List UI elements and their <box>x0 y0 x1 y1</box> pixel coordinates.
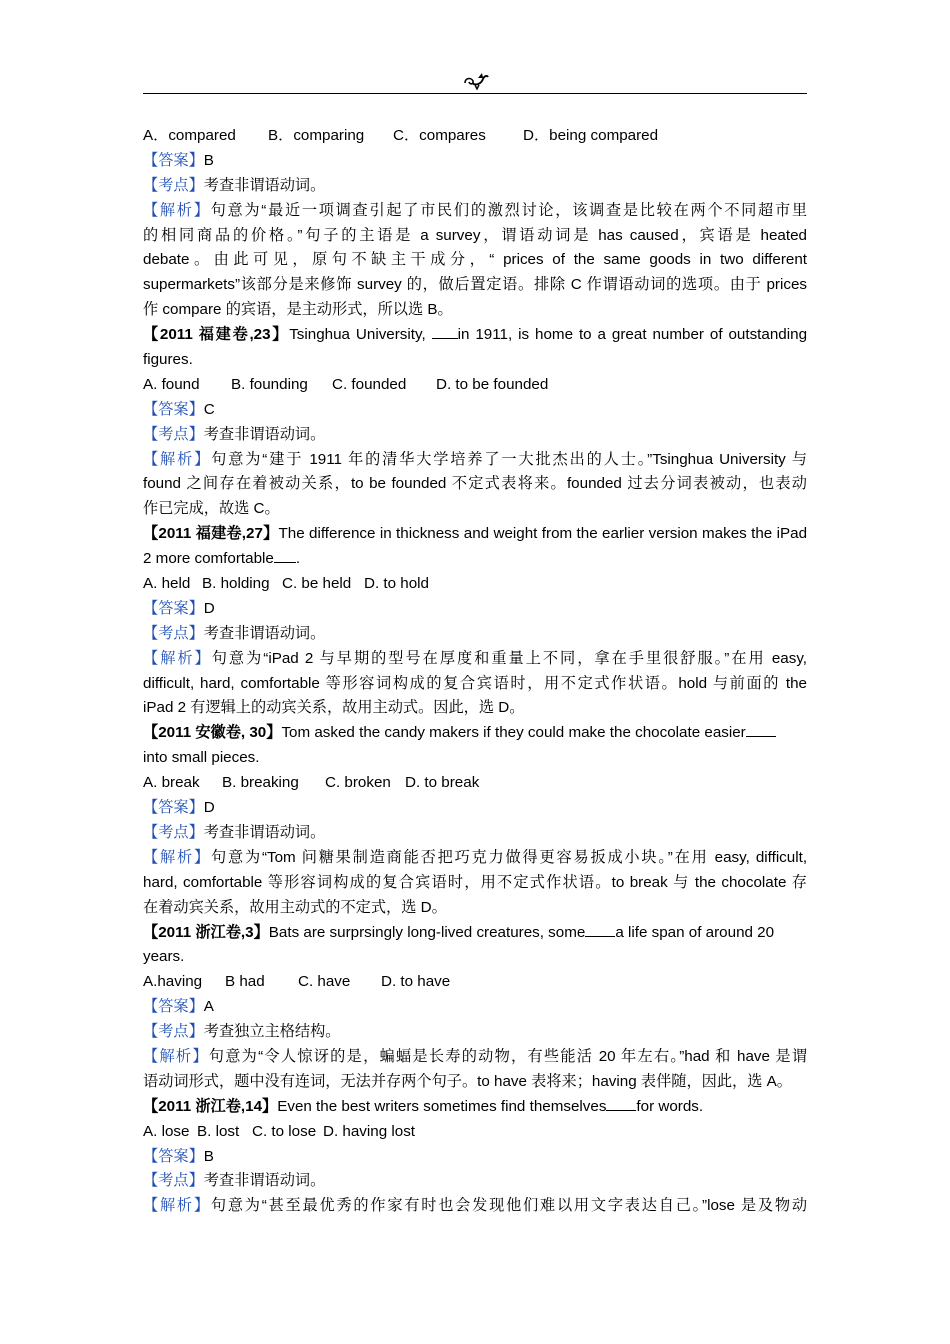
point-text: 考查非谓语动词。 <box>203 176 326 194</box>
point-tag: 考点 <box>158 823 189 841</box>
question-source: 2011 浙江卷,3 <box>158 923 254 941</box>
question-stem: years. <box>143 948 185 966</box>
option-c: C. broken <box>325 774 391 792</box>
question-options <box>143 373 807 398</box>
answer-blank <box>606 1096 636 1111</box>
answer-line: 【答案】D <box>143 599 215 617</box>
analysis-text: 句意为“令人惊讶的是，蝙蝠是长寿的动物，有些能活 20 年左右。”had 和 have 是谓 <box>208 1047 808 1065</box>
analysis-line: 【解析】句意为“Tom 问糖果制造商能否把巧克力做得更容易扳成小块。”在用 easy, difficult, <box>143 848 808 866</box>
option-c: C. have <box>298 973 351 991</box>
analysis-text: 句意为“Tom 问糖果制造商能否把巧克力做得更容易扳成小块。”在用 easy, difficult, <box>210 848 808 866</box>
option-b: B．comparing <box>268 127 365 144</box>
question-options <box>143 124 807 149</box>
analysis-line: difficult, hard, comfortable 等形容词构成的复合宾语时，用不定式作状语。hold 与前面的 the <box>143 674 807 692</box>
question-stem: 【2011 福建卷,23】Tsinghua University, in 1911, is home to a great number of outstanding <box>143 326 808 344</box>
analysis-line: iPad 2 有逻辑上的动宾关系，故用主动式。因此，选 D。 <box>143 699 525 717</box>
analysis-line: 【解析】句意为“iPad 2 与早期的型号在厚度和重量上不同，拿在手里很舒服。”在用 easy, <box>143 649 808 667</box>
stem-text: in 1911, is home to a great number of outstanding <box>457 326 808 344</box>
point-tag: 考点 <box>158 624 189 642</box>
answer-tag: 答案 <box>158 151 189 169</box>
answer-tag: 答案 <box>158 799 189 817</box>
question-stem: 【2011 安徽卷, 30】Tom asked the candy makers if they could make the chocolate easier <box>143 721 807 746</box>
point-line: 【考点】考查非谓语动词。 <box>143 425 326 443</box>
question-source: 2011 浙江卷,14 <box>158 1097 263 1115</box>
option-a: A.having <box>143 973 203 991</box>
point-text: 考查非谓语动词。 <box>203 1172 326 1190</box>
option-a: A. break <box>143 774 200 792</box>
analysis-line: supermarkets”该部分是来修饰 survey 的，做后置定语。排除 C 作谓语动词的选项。由于 prices <box>143 276 807 294</box>
option-d: D. to break <box>405 774 480 792</box>
question-stem: 【2011 浙江卷,14】Even the best writers sometimes find themselves for words. <box>143 1097 704 1115</box>
answer-value: D <box>203 599 215 617</box>
analysis-tag: 解析 <box>160 848 194 866</box>
answer-tag: 答案 <box>158 599 189 617</box>
option-a: A．compared <box>143 127 236 144</box>
point-text: 考查非谓语动词。 <box>203 823 326 841</box>
answer-blank <box>432 324 458 339</box>
stem-text: for words. <box>636 1097 704 1115</box>
point-tag: 考点 <box>158 1172 189 1190</box>
question-source: 2011 安徽卷, 30 <box>158 724 267 742</box>
option-d: D. to hold <box>364 575 430 593</box>
question-options <box>143 572 807 597</box>
question-options <box>143 771 807 796</box>
stem-text: Bats are surprsingly long-lived creatures, some <box>268 923 586 941</box>
answer-value: B <box>203 151 214 169</box>
analysis-tag: 解析 <box>159 1047 193 1065</box>
analysis-text: 句意为“最近一项调查引起了市民们的激烈讨论，该调查是比较在两个不同超市里 <box>210 201 808 219</box>
point-text: 考查非谓语动词。 <box>203 624 326 642</box>
answer-blank <box>274 548 296 563</box>
point-line: 【考点】考查非谓语动词。 <box>143 823 326 841</box>
stem-text: a life span of around 20 <box>615 923 775 941</box>
answer-tag: 答案 <box>158 998 189 1016</box>
analysis-tag: 解析 <box>160 450 195 468</box>
point-line: 【考点】考查非谓语动词。 <box>143 176 326 194</box>
analysis-line: 作已完成，故选 C。 <box>143 500 280 518</box>
analysis-line: 语动词形式，题中没有连词，无法并存两个句子。to have 表将来；having 表伴随，因此，选 A。 <box>143 1072 792 1090</box>
option-a: A. found <box>143 375 200 393</box>
analysis-line: hard, comfortable 等形容词构成的复合宾语时，用不定式作状语。to break 与 the chocolate 存 <box>143 873 807 891</box>
option-b: B. lost <box>197 1122 240 1140</box>
option-d: D．being compared <box>523 127 659 144</box>
analysis-line: 【解析】句意为“令人惊讶的是，蝙蝠是长寿的动物，有些能活 20 年左右。”had 和 have 是谓 <box>143 1047 808 1065</box>
point-line: 【考点】考查独立主格结构。 <box>143 1023 341 1041</box>
analysis-line: 【解析】句意为“最近一项调查引起了市民们的激烈讨论，该调查是比较在两个不同超市里 <box>143 201 808 219</box>
header-ornament-icon <box>463 70 489 90</box>
option-d: D. having lost <box>323 1122 416 1140</box>
analysis-line: debate。由此可见，原句不缺主干成分，“ prices of the same goods in two different <box>143 251 807 269</box>
analysis-line: 【解析】句意为“建于 1911 年的清华大学培养了一大批杰出的人士。”Tsinghua University 与 <box>143 450 808 468</box>
header-rule <box>143 93 807 94</box>
point-line: 【考点】考查非谓语动词。 <box>143 1172 326 1190</box>
analysis-text: 句意为“建于 1911 年的清华大学培养了一大批杰出的人士。”Tsinghua University 与 <box>211 450 808 468</box>
answer-line: 【答案】B <box>143 151 214 169</box>
document-body <box>143 124 807 1219</box>
question-stem: figures. <box>143 351 193 369</box>
question-stem: 【2011 福建卷,27】The difference in thickness and weight from the earlier version makes the iPad <box>143 525 808 543</box>
analysis-tag: 解析 <box>159 201 194 219</box>
option-a: A. lose <box>143 1122 190 1140</box>
option-c: C. to lose <box>252 1122 317 1140</box>
option-c: C. founded <box>332 375 407 393</box>
option-b: B. founding <box>231 375 308 393</box>
option-c: C. be held <box>282 575 352 593</box>
analysis-text: 句意为“iPad 2 与早期的型号在厚度和重量上不同，拿在手里很舒服。”在用 easy, <box>211 649 808 667</box>
option-a: A. held <box>143 575 191 593</box>
answer-blank <box>746 722 776 737</box>
analysis-text: 句意为“甚至最优秀的作家有时也会发现他们难以用文字表达自己。”lose 是及物动 <box>210 1197 808 1215</box>
stem-text: Tsinghua University, <box>289 326 432 344</box>
analysis-tag: 解析 <box>160 649 195 667</box>
point-text: 考查独立主格结构。 <box>203 1023 341 1041</box>
question-stem <box>143 547 807 572</box>
answer-value: A <box>203 998 214 1016</box>
answer-value: D <box>203 799 215 817</box>
option-d: D. to be founded <box>436 375 549 393</box>
option-c: C．compares <box>393 127 486 144</box>
answer-line: 【答案】C <box>143 400 215 418</box>
stem-text: The difference in thickness and weight from the earlier version makes the iPad <box>278 525 808 543</box>
answer-tag: 答案 <box>158 400 189 418</box>
answer-tag: 答案 <box>158 1147 189 1165</box>
analysis-line: 【解析】句意为“甚至最优秀的作家有时也会发现他们难以用文字表达自己。”lose 是及物动 <box>143 1197 808 1215</box>
analysis-line: 的相同商品的价格。”句子的主语是 a survey，谓语动词是 has caused，宾语是 heated <box>143 226 807 244</box>
answer-line: 【答案】B <box>143 1147 214 1165</box>
question-source: 2011 福建卷,23 <box>159 326 271 344</box>
stem-text: 2 more comfortable <box>143 550 274 568</box>
question-options <box>143 970 807 995</box>
answer-line: 【答案】A <box>143 998 214 1016</box>
option-d: D. to have <box>381 973 451 991</box>
option-b: B. holding <box>202 575 270 593</box>
option-b: B had <box>225 973 265 991</box>
question-source: 2011 福建卷,27 <box>158 525 263 543</box>
stem-text: Even the best writers sometimes find themselves <box>277 1097 607 1115</box>
answer-line: 【答案】D <box>143 799 215 817</box>
answer-value: B <box>203 1147 214 1165</box>
point-tag: 考点 <box>158 1023 189 1041</box>
question-stem: 【2011 浙江卷,3】Bats are surprsingly long-lived creatures, some a life span of around 20 <box>143 923 775 941</box>
stem-text: Tom asked the candy makers if they could make the chocolate easier <box>281 724 746 742</box>
analysis-tag: 解析 <box>159 1197 194 1215</box>
stem-text: . <box>295 550 301 568</box>
point-tag: 考点 <box>158 425 189 443</box>
option-b: B. breaking <box>222 774 299 792</box>
question-stem: into small pieces. <box>143 749 260 767</box>
point-tag: 考点 <box>158 176 189 194</box>
analysis-line: 作 compare 的宾语，是主动形式，所以选 B。 <box>143 301 453 319</box>
analysis-line: 在着动宾关系，故用主动式的不定式，选 D。 <box>143 898 447 916</box>
point-text: 考查非谓语动词。 <box>203 425 326 443</box>
answer-blank <box>585 922 615 937</box>
question-options <box>143 1120 807 1145</box>
point-line: 【考点】考查非谓语动词。 <box>143 624 326 642</box>
analysis-line: found 之间存在着被动关系，to be founded 不定式表将来。founded 过去分词表被动，也表动 <box>143 475 807 493</box>
answer-value: C <box>203 400 215 418</box>
